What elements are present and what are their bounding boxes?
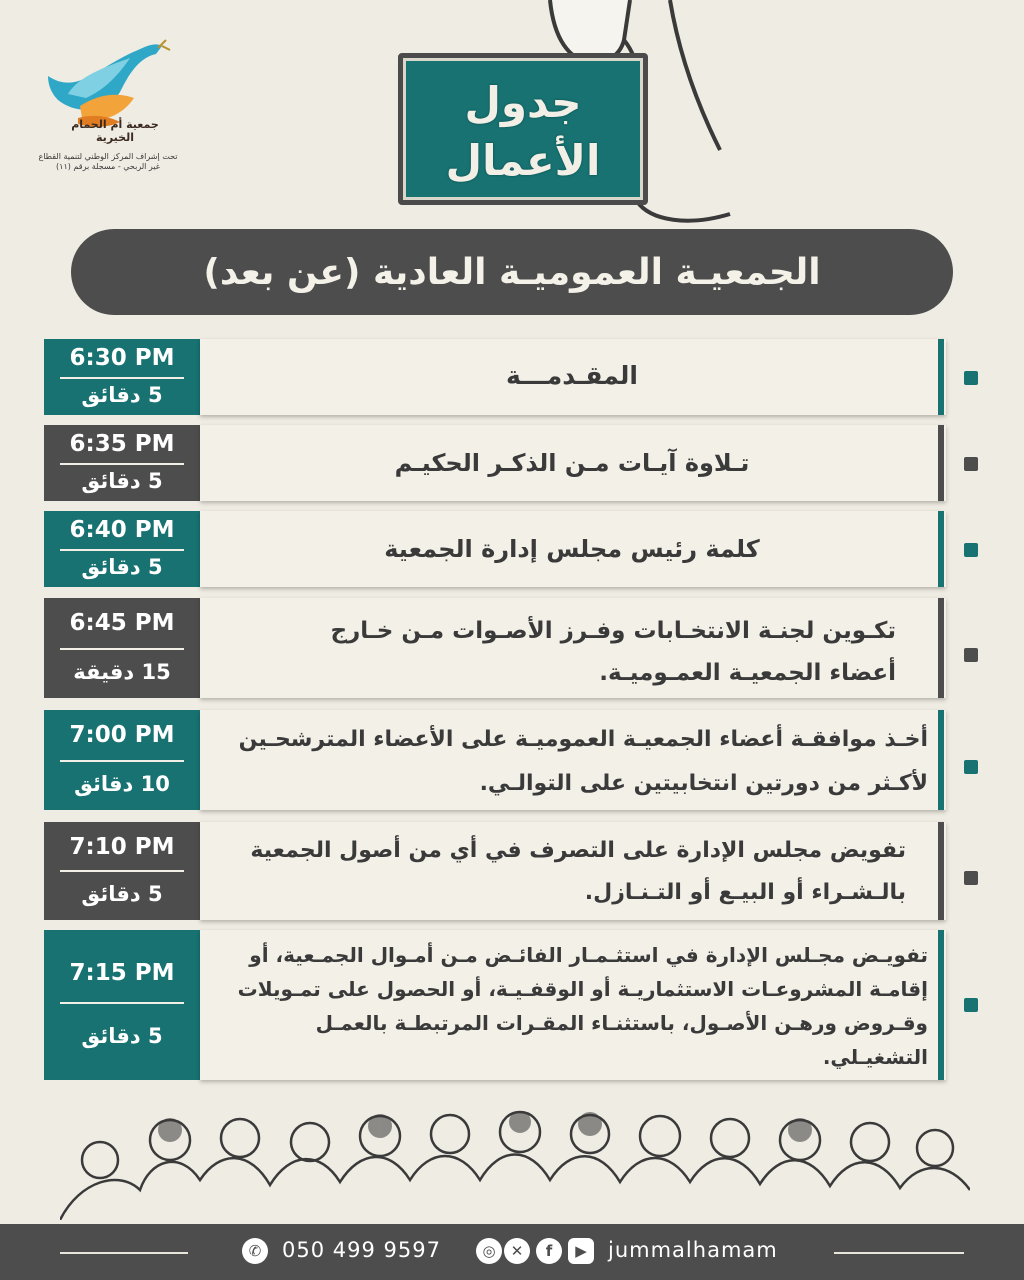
divider xyxy=(60,463,184,465)
row-bullet xyxy=(964,543,978,557)
agenda-text: المقـدمـــة xyxy=(506,361,638,390)
agenda-time: 6:35 PM xyxy=(69,431,175,457)
agenda-row xyxy=(44,710,954,810)
agenda-text: تكـوين لجنـة الانتخـابات وفـرز الأصـوات مـن خـارج أعضاء الجمعيـة العمـوميـة. xyxy=(330,618,896,686)
organization-name: جمعية أم الحمام الخيرية xyxy=(71,118,159,144)
divider xyxy=(60,648,184,650)
time-box xyxy=(44,511,200,587)
accent-bar xyxy=(938,930,944,1080)
instagram-icon[interactable]: ◎ xyxy=(476,1238,502,1264)
facebook-icon[interactable]: f xyxy=(536,1238,562,1264)
agenda-time: 7:15 PM xyxy=(69,960,175,986)
agenda-content xyxy=(200,425,946,501)
divider xyxy=(60,1002,184,1004)
agenda-text: كلمة رئيس مجلس إدارة الجمعية xyxy=(384,535,760,563)
agenda-duration: 15 دقيقة xyxy=(73,660,171,684)
time-box xyxy=(44,930,200,1080)
row-bullet xyxy=(964,871,978,885)
sign-line-2: الأعمال xyxy=(445,136,601,185)
accent-bar xyxy=(938,425,944,501)
agenda-row xyxy=(44,822,954,920)
agenda-row xyxy=(44,930,954,1080)
organization-subtitle: تحت إشراف المركز الوطني لتنمية القطاع غير الربحي - مسجلة برقم (١١) xyxy=(38,152,178,171)
youtube-icon[interactable]: ▶ xyxy=(568,1238,594,1264)
agenda-content xyxy=(200,822,946,920)
row-bullet xyxy=(964,371,978,385)
agenda-row xyxy=(44,339,954,415)
agenda-time: 7:10 PM xyxy=(69,834,175,860)
time-box xyxy=(44,339,200,415)
audience-illustration xyxy=(60,1090,970,1220)
agenda-text: تـلاوة آيـات مـن الذكـر الحكيـم xyxy=(394,449,750,477)
agenda-sign xyxy=(398,53,648,205)
accent-bar xyxy=(938,598,944,698)
row-bullet xyxy=(964,457,978,471)
footer-divider-left xyxy=(60,1252,188,1254)
agenda-content xyxy=(200,598,946,698)
page-title-text: الجمعيـة العموميـة العادية (عن بعد) xyxy=(203,251,821,293)
agenda-row xyxy=(44,425,954,501)
whatsapp-icon[interactable]: ✆ xyxy=(242,1238,268,1264)
agenda-content xyxy=(200,511,946,587)
agenda-duration: 5 دقائق xyxy=(81,555,163,579)
accent-bar xyxy=(938,822,944,920)
social-handle[interactable]: jummalhamam xyxy=(608,1238,778,1262)
agenda-content xyxy=(200,930,946,1080)
footer-divider-right xyxy=(834,1252,964,1254)
divider xyxy=(60,377,184,379)
agenda-row xyxy=(44,511,954,587)
time-box xyxy=(44,598,200,698)
accent-bar xyxy=(938,710,944,810)
row-bullet xyxy=(964,760,978,774)
agenda-content xyxy=(200,710,946,810)
agenda-duration: 5 دقائق xyxy=(81,1024,163,1048)
agenda-time: 6:40 PM xyxy=(69,517,175,543)
phone-number[interactable]: 050 499 9597 xyxy=(282,1238,441,1262)
agenda-duration: 10 دقائق xyxy=(74,772,170,796)
agenda-row xyxy=(44,598,954,698)
x-icon[interactable]: ✕ xyxy=(504,1238,530,1264)
page-title xyxy=(71,229,953,315)
agenda-time: 7:00 PM xyxy=(69,722,175,748)
sign-line-1: جدول xyxy=(464,78,582,127)
agenda-duration: 5 دقائق xyxy=(81,383,163,407)
divider xyxy=(60,760,184,762)
time-box xyxy=(44,425,200,501)
time-box xyxy=(44,822,200,920)
agenda-duration: 5 دقائق xyxy=(81,882,163,906)
row-bullet xyxy=(964,998,978,1012)
accent-bar xyxy=(938,511,944,587)
row-bullet xyxy=(964,648,978,662)
agenda-time: 6:45 PM xyxy=(69,610,175,636)
agenda-content xyxy=(200,339,946,415)
agenda-duration: 5 دقائق xyxy=(81,469,163,493)
agenda-text: تفويـض مجـلس الإدارة في استثـمـار الفائـض مـن أمـوال الجمـعية، أو إقامـة المشروعـات الاستثماريـة أو الوقفـيـة، أو الحصول على تمـويلات وقـروض ورهـن الأصـول، باستثنـاء المقـرات المرتبطـة بالعمـل التشغيـلي. xyxy=(237,943,928,1069)
agenda-text: تفويض مجلس الإدارة على التصرف في أي من أصول الجمعية بالـشـراء أو البيـع أو التـنـازل. xyxy=(250,838,906,905)
accent-bar xyxy=(938,339,944,415)
divider xyxy=(60,549,184,551)
agenda-text: أخـذ موافقـة أعضاء الجمعيـة العموميـة على الأعضاء المترشحـين لأكـثر من دورتين انتخابيتين على التوالـي. xyxy=(238,727,928,796)
agenda-time: 6:30 PM xyxy=(69,345,175,371)
footer xyxy=(0,1224,1024,1280)
divider xyxy=(60,870,184,872)
time-box xyxy=(44,710,200,810)
